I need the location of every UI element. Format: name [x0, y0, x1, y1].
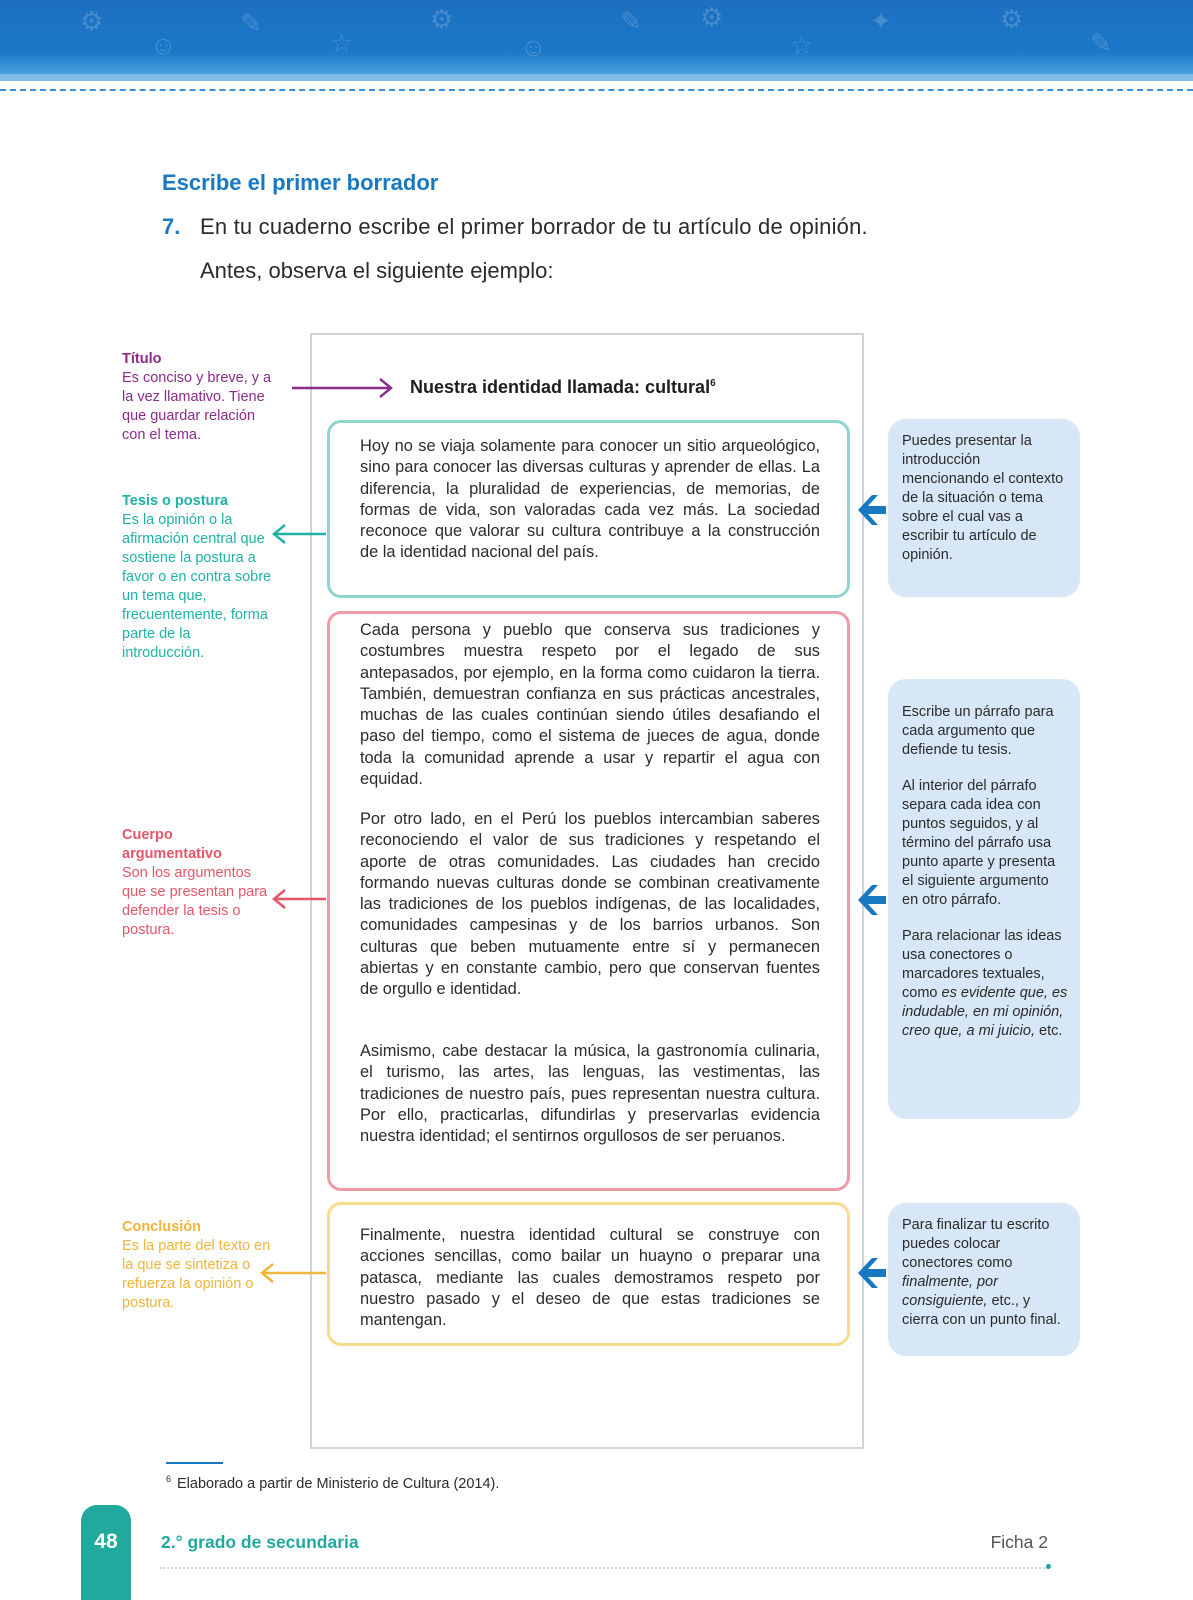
page-number: 48 [94, 1530, 118, 1553]
conclusion-paragraph: Finalmente, nuestra identidad cultural se construye con acciones sencillas, como bailar un huayno o preparar una patasca, mediante las cuales demostramos respeto por nuestro pasado y el deseo de que estas tradiciones se mantengan. [360, 1226, 820, 1330]
body-tip-text-3-pre: Para relacionar las ideas usa conectores o marcadores textuales, como [902, 928, 1062, 1001]
title-annotation-label: Título [122, 351, 162, 367]
article-title [410, 377, 716, 398]
conclusion-tip-note [888, 1203, 1080, 1356]
header-banner [0, 0, 1193, 74]
tesis-annotation [122, 492, 272, 663]
title-annotation-text: Es conciso y breve, y a la vez llamativo. Tiene que guardar relación con el tema. [122, 370, 272, 443]
gear-icon: ⚙ [80, 6, 104, 36]
article-title-footnote-mark: 6 [710, 378, 716, 389]
intro-note-arrow-icon [856, 492, 888, 528]
question-subtext: Antes, observa el siguiente ejemplo: [200, 258, 554, 283]
gear-icon: ⚙ [700, 2, 724, 32]
introduction-paragraph: Hoy no se viaja solamente para conocer un sitio arqueológico, sino para conocer las diversas culturas y aprender de ellas. La diferencia, la pluralidad de experiencias, de memorias, de formas de vida, son valoradas cada vez más. La sociedad reconoce que valorar su cultura contribuye a la construcción de la identidad nacional del país. [360, 437, 820, 562]
cuerpo-arrow-icon [270, 887, 328, 911]
header-dashed-divider [0, 89, 1193, 91]
intro-tip-note [888, 419, 1080, 597]
footnote-rule [166, 1462, 223, 1464]
pencil-icon: ✎ [240, 8, 262, 38]
body-tip-note [888, 679, 1080, 1119]
conclusion-arrow-icon [258, 1261, 328, 1285]
pencil-icon: ✎ [620, 6, 642, 36]
conclusion-annotation-text: Es la parte del texto en la que se sintetiza o refuerza la opinión o postura. [122, 1238, 271, 1311]
footnote-text: Elaborado a partir de Ministerio de Cultura (2014). [177, 1475, 500, 1492]
tesis-arrow-icon [270, 522, 328, 546]
body-tip-text-2: Al interior del párrafo separa cada idea con puntos seguidos, y al término del párrafo usa punto aparte y presenta el siguiente argumento en otro párrafo. [902, 778, 1056, 908]
star-icon: ☆ [790, 30, 814, 60]
body-note-arrow-icon [856, 882, 888, 918]
body-paragraph-2: Por otro lado, en el Perú los pueblos intercambian saberes reconociendo el valor de sus tradiciones y respetando el aporte de otras comunidades. Las ciudades han crecido formando nuevas culturas donde se combinan creativamente las tradiciones de los pueblos indígenas, de las localidades, comunidades campesinas y de los barrios urbanos. Son culturas que beben mutuamente entre sí y permanecen abiertas y en constante cambio, pero que conservan fuentes de orgullo e identidad. [360, 810, 820, 999]
conclusion-note-arrow-icon [856, 1255, 888, 1291]
footnote-number: 6 [166, 1474, 172, 1484]
body-paragraph-1: Cada persona y pueblo que conserva sus tradiciones y costumbres muestra respeto por el legado de sus antepasados, por ejemplo, en la forma como cuidaron la tierra. También, demuestran confianza en sus prácticas ancestrales, muchas de las cuales continúan siendo útiles desafiando el paso del tiempo, como el sistema de jueces de agua, donde toda la comunidad aprende a usar y repartir el agua con equidad. [360, 621, 820, 789]
title-arrow-icon [290, 376, 396, 400]
article-title-text: Nuestra identidad llamada: cultural [410, 377, 711, 397]
footnote [166, 1474, 499, 1492]
conclusion-tip-pre: Para finalizar tu escrito puedes colocar conectores como [902, 1217, 1050, 1271]
cuerpo-annotation-label: Cuerpo argumentativo [122, 827, 222, 862]
footer-dotted-rule [160, 1567, 1048, 1569]
body-tip-text-3-post: etc. [1034, 1023, 1063, 1039]
grade-label: 2.° grado de secundaria [161, 1532, 359, 1552]
cuerpo-annotation-text: Son los argumentos que se presentan para defender la tesis o postura. [122, 865, 268, 938]
conclusion-tip-post: etc., y cierra con un punto final. [902, 1293, 1061, 1328]
star-icon: ☆ [330, 28, 354, 58]
question-number: 7. [162, 214, 181, 239]
conclusion-tip-text [902, 1216, 1068, 1330]
body-tip-connectors: es evidente que, es indudable, en mi opinión, creo que, a mi juicio, [902, 985, 1068, 1039]
ficha-label: Ficha 2 [990, 1532, 1048, 1552]
gear-icon: ⚙ [1000, 4, 1024, 34]
footer-dot [1046, 1564, 1051, 1569]
body-tip-text-3 [902, 927, 1068, 1041]
conclusion-tip-connectors: finalmente, por consiguiente, [902, 1274, 998, 1309]
smiley-icon: ☺ [520, 32, 547, 62]
pencil-icon: ✎ [1090, 28, 1112, 58]
body-paragraph-3: Asimismo, cabe destacar la música, la gastronomía culinaria, el turismo, las artes, las lenguas, las vestimentas, las tradiciones de nuestro país, pues representan nuestra cultura. Por ello, practicarlas, difundirlas y preservarlas evidencia nuestra identidad; el sentirnos orgullosos de ser peruanos. [360, 1042, 820, 1146]
lightbulb-icon: ✦ [870, 6, 892, 36]
cuerpo-annotation [122, 826, 272, 940]
intro-tip-text: Puedes presentar la introducción mencionando el contexto de la situación o tema sobre el cual vas a escribir tu artículo de opinión. [902, 433, 1064, 563]
tesis-annotation-label: Tesis o postura [122, 493, 229, 509]
smiley-icon: ☺ [150, 30, 177, 60]
body-tip-text-1: Escribe un párrafo para cada argumento que defiende tu tesis. [902, 704, 1054, 758]
section-title: Escribe el primer borrador [162, 170, 439, 195]
title-annotation [122, 350, 282, 445]
conclusion-annotation [122, 1218, 272, 1313]
gear-icon: ⚙ [430, 4, 454, 34]
header-strip [0, 74, 1193, 81]
question-text: En tu cuaderno escribe el primer borrador de tu artículo de opinión. [200, 214, 868, 239]
tesis-annotation-text: Es la opinión o la afirmación central que sostiene la postura a favor o en contra sobre un tema que, frecuentemente, forma parte de la introducción. [122, 512, 272, 661]
conclusion-annotation-label: Conclusión [122, 1219, 201, 1235]
